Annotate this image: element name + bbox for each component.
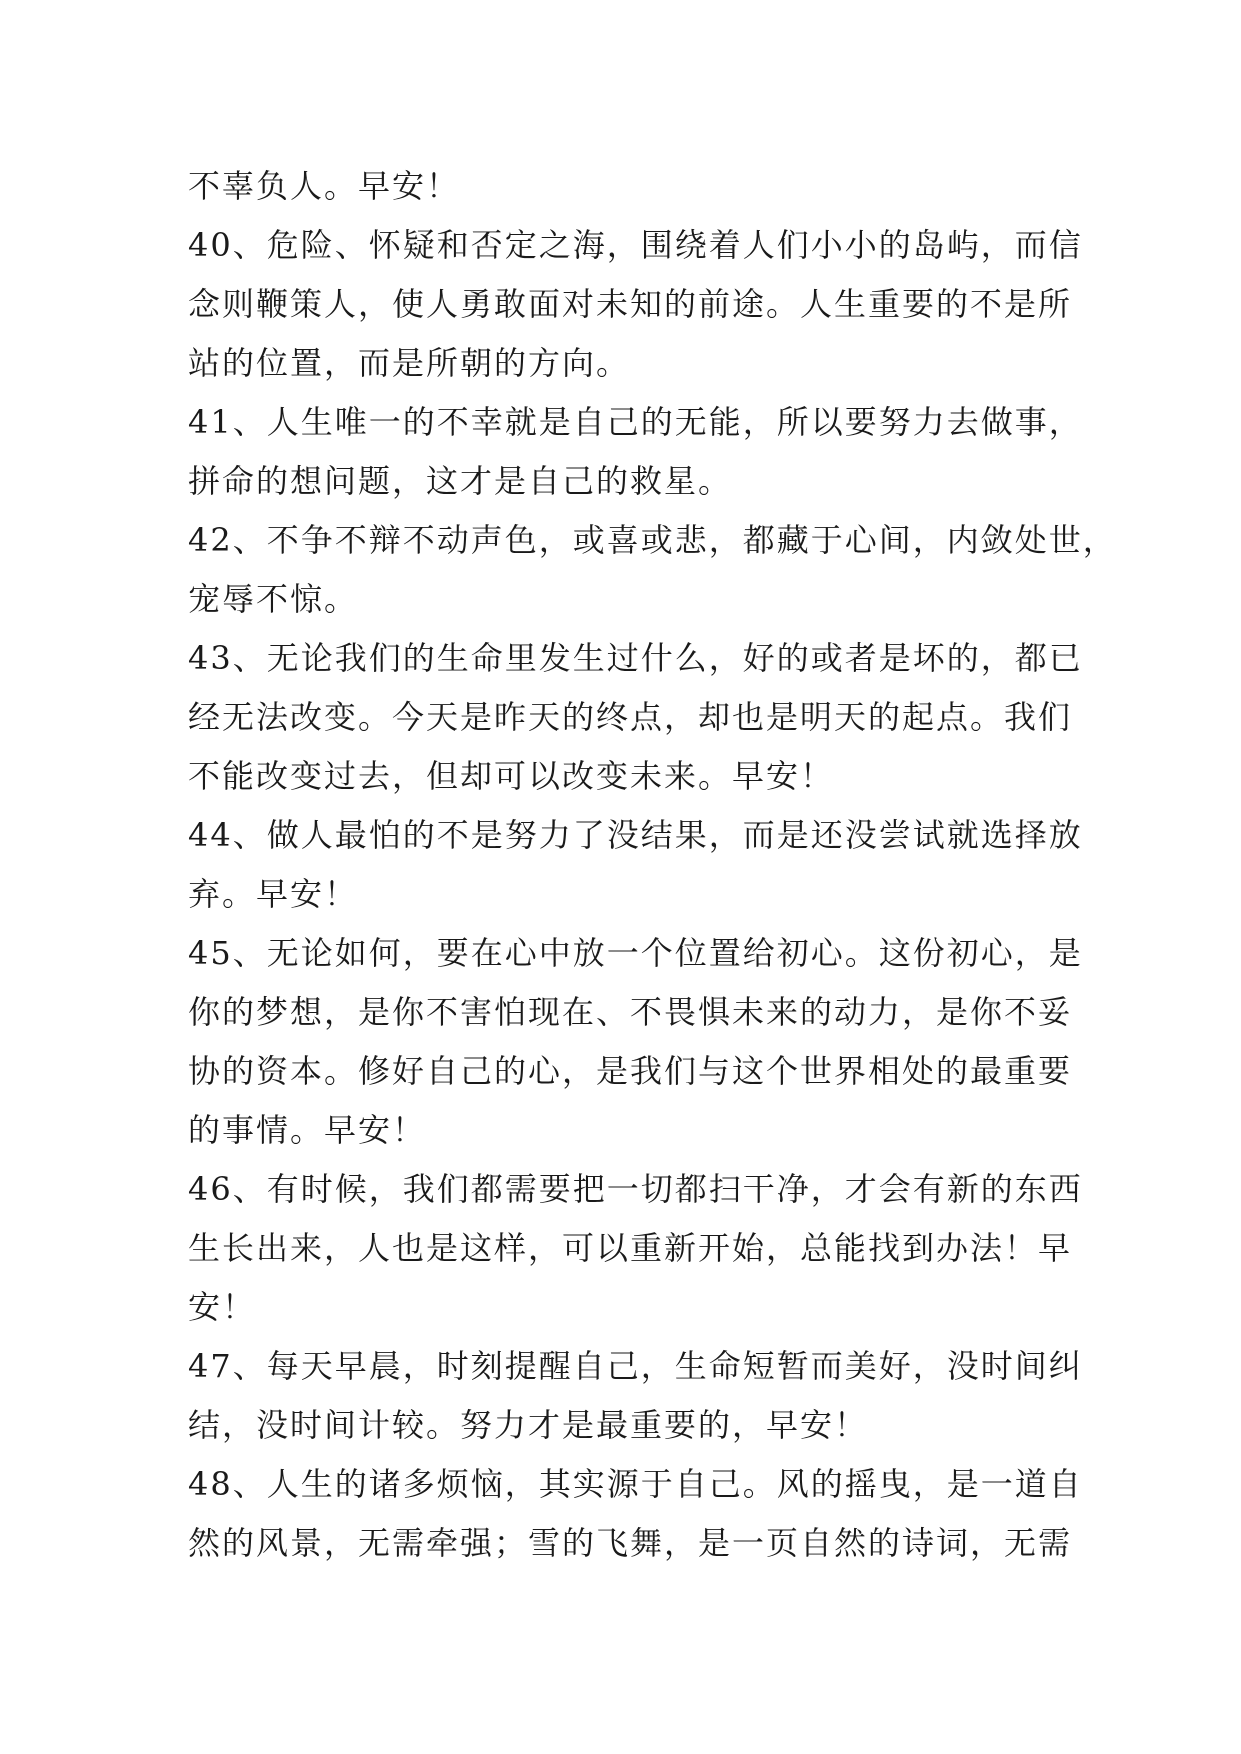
body-text bbox=[188, 157, 1117, 1573]
text-line: 宠辱不惊。 bbox=[188, 580, 359, 618]
text-line: 48、人生的诸多烦恼，其实源于自己。风的摇曳，是一道自 bbox=[188, 1465, 1083, 1503]
text-line: 40、危险、怀疑和否定之海，围绕着人们小小的岛屿，而信 bbox=[188, 226, 1083, 264]
text-line: 42、不争不辩不动声色，或喜或悲，都藏于心间，内敛处世， bbox=[188, 521, 1117, 559]
text-line: 的事情。早安！ bbox=[188, 1111, 427, 1149]
text-line: 拼命的想问题，这才是自己的救星。 bbox=[188, 462, 733, 500]
text-line: 安！ bbox=[188, 1288, 257, 1326]
text-line: 弃。早安！ bbox=[188, 875, 359, 913]
text-line: 经无法改变。今天是昨天的终点，却也是明天的起点。我们 bbox=[188, 698, 1073, 736]
text-line: 生长出来，人也是这样，可以重新开始，总能找到办法！早 bbox=[188, 1229, 1073, 1267]
text-line: 44、做人最怕的不是努力了没结果，而是还没尝试就选择放 bbox=[188, 816, 1083, 854]
text-line: 站的位置，而是所朝的方向。 bbox=[188, 344, 631, 382]
text-line: 不辜负人。早安！ bbox=[188, 167, 461, 205]
text-line: 你的梦想，是你不害怕现在、不畏惧未来的动力，是你不妥 bbox=[188, 993, 1073, 1031]
text-line: 结，没时间计较。努力才是最重要的，早安！ bbox=[188, 1406, 869, 1444]
text-line: 46、有时候，我们都需要把一切都扫干净，才会有新的东西 bbox=[188, 1170, 1083, 1208]
text-line: 念则鞭策人，使人勇敢面对未知的前途。人生重要的不是所 bbox=[188, 285, 1073, 323]
text-line: 41、人生唯一的不幸就是自己的无能，所以要努力去做事， bbox=[188, 403, 1083, 441]
text-line: 45、无论如何，要在心中放一个位置给初心。这份初心，是 bbox=[188, 934, 1083, 972]
text-line: 43、无论我们的生命里发生过什么，好的或者是坏的，都已 bbox=[188, 639, 1083, 677]
text-line: 然的风景，无需牵强；雪的飞舞，是一页自然的诗词，无需 bbox=[188, 1524, 1073, 1562]
text-line: 47、每天早晨，时刻提醒自己，生命短暂而美好，没时间纠 bbox=[188, 1347, 1083, 1385]
text-line: 协的资本。修好自己的心，是我们与这个世界相处的最重要 bbox=[188, 1052, 1073, 1090]
text-line: 不能改变过去，但却可以改变未来。早安！ bbox=[188, 757, 835, 795]
